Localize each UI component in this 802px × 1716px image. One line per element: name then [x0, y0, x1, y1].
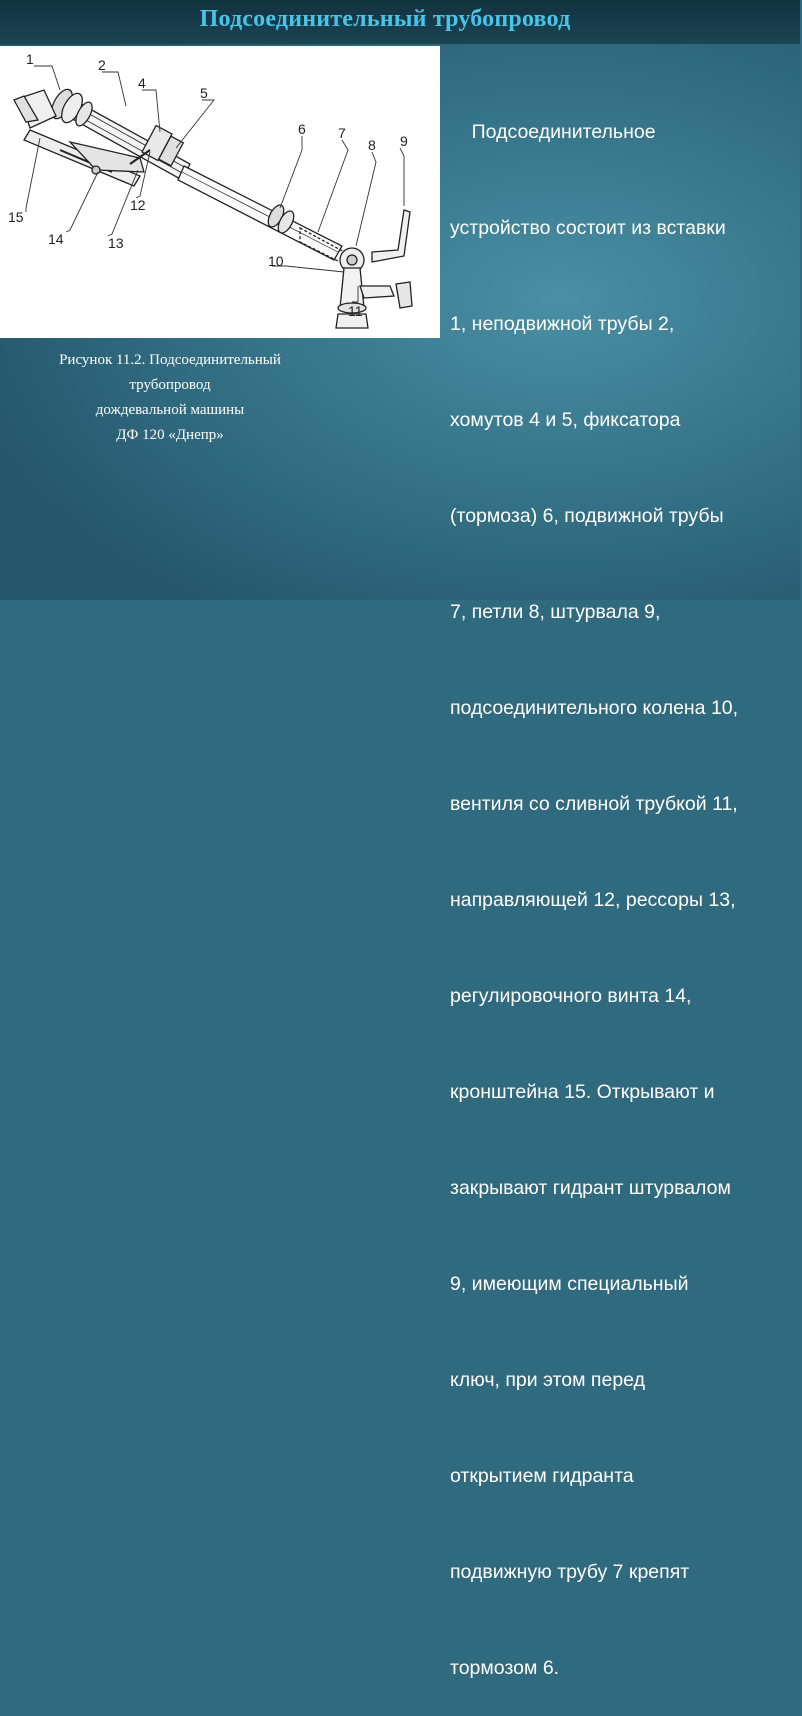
callout-7: 7 [338, 125, 346, 141]
text-line: подсоединительного колена 10, [450, 697, 739, 719]
callout-4: 4 [138, 75, 146, 91]
callout-2: 2 [98, 57, 106, 73]
text-line: (тормоза) 6, подвижной трубы [450, 505, 724, 527]
description-text [450, 52, 802, 1716]
text-line: регулировочного винта 14, [450, 985, 692, 1007]
text-line: устройство состоит из вставки [450, 217, 726, 239]
text-line: открытием гидранта [450, 1465, 634, 1487]
callout-5: 5 [200, 85, 208, 101]
callout-12: 12 [130, 197, 146, 213]
text-line: вентиля со сливной трубкой 11, [450, 793, 738, 815]
callout-9: 9 [400, 133, 408, 149]
text-line: кронштейна 15. Открывают и [450, 1081, 715, 1103]
pipeline-drawing [0, 46, 440, 338]
slide-title: Подсоединительный трубопровод [199, 6, 571, 32]
text-line: направляющей 12, рессоры 13, [450, 889, 736, 911]
text-line: подвижную трубу 7 крепят [450, 1561, 690, 1583]
text-line: тормозом 6. [450, 1657, 560, 1679]
text-line: закрывают гидрант штурвалом [450, 1177, 731, 1199]
callout-10: 10 [268, 253, 284, 269]
callout-6: 6 [298, 121, 306, 137]
text-line: 7, петли 8, штурвала 9, [450, 601, 661, 623]
caption-line: трубопровод [129, 377, 211, 393]
caption-line: Рисунок 11.2. Подсоединительный [59, 352, 281, 368]
text-line: 1, неподвижной трубы 2, [450, 313, 675, 335]
text-line: Подсоединительное [450, 121, 656, 143]
callout-1: 1 [26, 51, 34, 67]
text-line: 9, имеющим специальный [450, 1273, 689, 1295]
callout-8: 8 [368, 137, 376, 153]
figure-panel [0, 46, 440, 338]
callout-13: 13 [108, 235, 124, 251]
text-line: ключ, при этом перед [450, 1369, 645, 1391]
caption-line: дождевальной машины [95, 402, 245, 418]
callout-14: 14 [48, 231, 64, 247]
callout-15: 15 [8, 209, 24, 225]
text-line: хомутов 4 и 5, фиксатора [450, 409, 681, 431]
callout-11: 11 [348, 303, 363, 319]
caption-line: ДФ 120 «Днепр» [116, 427, 224, 443]
figure-caption [20, 348, 320, 448]
